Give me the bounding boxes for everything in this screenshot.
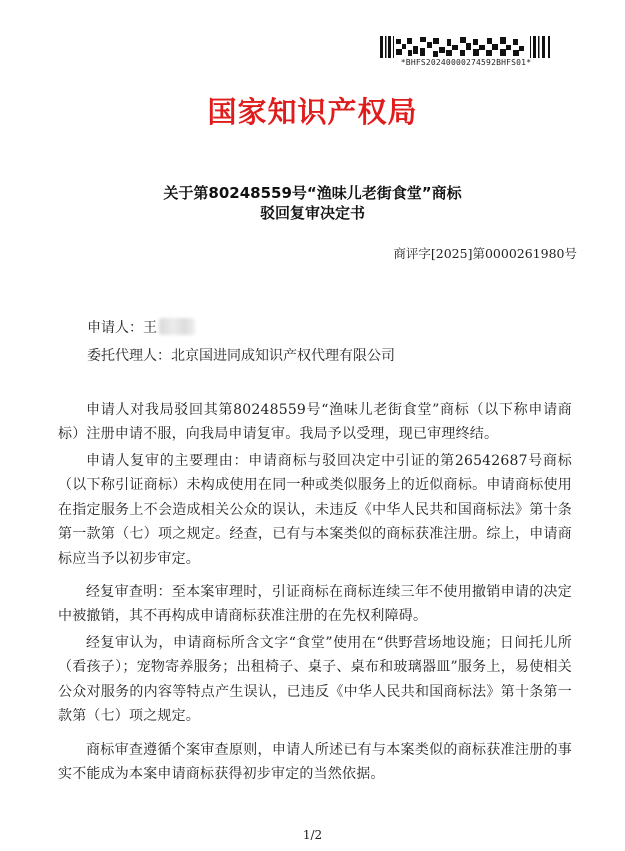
agent-label: 委托代理人： xyxy=(87,348,171,364)
barcode-number: *BHFS20240000274592BHFS01* xyxy=(400,58,532,67)
agent-name: 北京国进同成知识产权代理有限公司 xyxy=(171,348,395,364)
document-title-line1: 关于第80248559号“渔味儿老街食堂”商标 xyxy=(163,184,462,202)
applicant-name: 王 xyxy=(143,320,157,336)
redacted-name-blur xyxy=(159,318,195,335)
page-number: 1/2 xyxy=(302,828,323,842)
barcode-image xyxy=(380,36,552,58)
document-title-line2: 驳回复审决定书 xyxy=(259,204,365,222)
applicant-line xyxy=(87,317,195,337)
body-paragraph: 商标审查遵循个案审查原则，申请人所述已有与本案类似的商标获准注册的事实不能成为本案申请商标获得初步审定的当然依据。 xyxy=(58,742,572,783)
body-paragraph: 经复审查明：至本案审理时，引证商标在商标连续三年不使用撤销申请的决定中被撤销，其不再构成申请商标获准注册的在先权利障碍。 xyxy=(58,584,572,625)
body-paragraph: 申请人复审的主要理由：申请商标与驳回决定中引证的第26542687号商标（以下称引证商标）未构成使用在同一种或类似服务上的近似商标。申请商标使用在指定服务上不会造成相关公众的误认，未违反《中华人民共和国商标法》第十条第一款第（七）项之规定。经查，已有与本案类似的商标获准注册。综上，申请商标应当予以初步审定。 xyxy=(58,453,572,567)
body-paragraph: 申请人对我局驳回其第80248559号“渔味儿老街食堂”商标（以下称申请商标）注册申请不服，向我局申请复审。我局予以受理，现已审理终结。 xyxy=(58,402,572,443)
agent-line xyxy=(87,345,395,365)
body-paragraph: 经复审认为，申请商标所含文字“食堂”使用在“供野营场地设施；日间托儿所（看孩子）；宠物寄养服务；出租椅子、桌子、桌布和玻璃器皿”服务上，易使相关公众对服务的内容等特点产生误认，已违反《中华人民共和国商标法》第十条第一款第（七）项之规定。 xyxy=(58,635,572,725)
applicant-label: 申请人： xyxy=(87,320,143,336)
issuing-office-heading: 国家知识产权局 xyxy=(207,95,418,129)
document-number: 商评字[2025]第0000261980号 xyxy=(393,246,577,261)
